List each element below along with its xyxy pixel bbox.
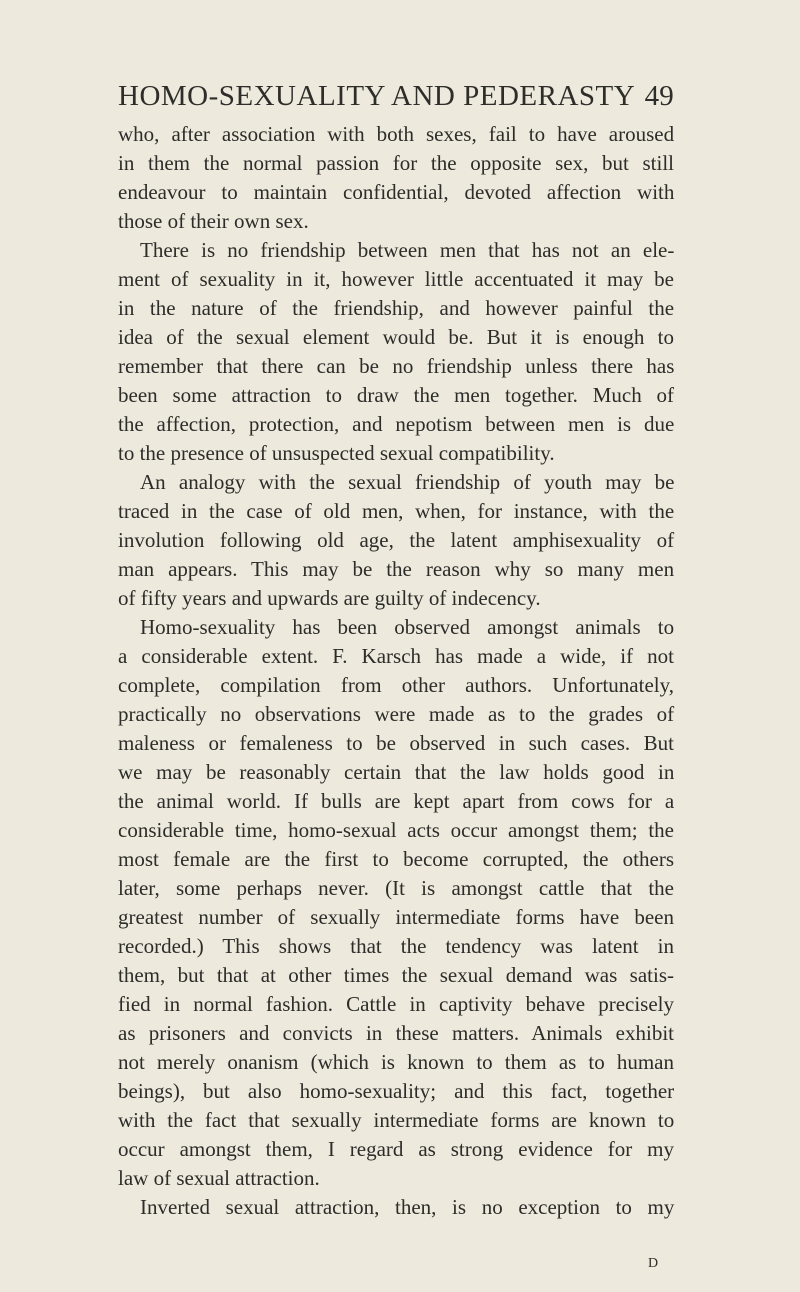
- running-head: [118, 80, 674, 113]
- text-line: traced in the case of old men, when, for instance, with the: [118, 499, 675, 523]
- text-line: complete, compilation from other authors. Unfortunately,: [118, 673, 674, 697]
- text-line: beings), but also homo-sexuality; and this fact, together: [118, 1079, 675, 1103]
- text-line: a considerable extent. F. Karsch has made a wide, if not: [118, 644, 674, 668]
- text-line: we may be reasonably certain that the law holds good in: [118, 760, 675, 784]
- text-line: not merely onanism (which is known to them as to human: [118, 1050, 674, 1074]
- text-line: most female are the first to become corrupted, the others: [118, 847, 674, 871]
- text-line: them, but that at other times the sexual demand was satis-: [118, 963, 674, 987]
- text-line: recorded.) This shows that the tendency was latent in: [118, 934, 674, 958]
- running-head-title: HOMO-SEXUALITY AND PEDERASTY: [118, 80, 636, 112]
- text-line: who, after association with both sexes, fail to have aroused: [118, 122, 675, 146]
- text-line: fied in normal fashion. Cattle in captivity behave precisely: [118, 992, 674, 1016]
- text-line: been some attraction to draw the men together. Much of: [118, 383, 675, 407]
- text-line: remember that there can be no friendship unless there has: [118, 354, 675, 378]
- text-line: the animal world. If bulls are kept apart from cows for a: [118, 789, 675, 813]
- signature-mark: D: [648, 1256, 660, 1271]
- text-line: law of sexual attraction.: [118, 1166, 320, 1190]
- text-line: in the nature of the friendship, and however painful the: [118, 296, 675, 320]
- text-line: There is no friendship between men that has not an ele-: [140, 238, 675, 262]
- text-line: idea of the sexual element would be. But it is enough to: [118, 325, 674, 349]
- text-line: the affection, protection, and nepotism between men is due: [118, 412, 675, 436]
- body-text: [118, 120, 674, 1222]
- text-line: later, some perhaps never. (It is amongst cattle that the: [118, 876, 674, 900]
- text-line: occur amongst them, I regard as strong evidence for my: [118, 1137, 674, 1161]
- text-line: maleness or femaleness to be observed in such cases. But: [118, 731, 674, 755]
- text-line: to the presence of unsuspected sexual compatibility.: [118, 441, 555, 465]
- text-line: ment of sexuality in it, however little accentuated it may be: [118, 267, 674, 291]
- text-line: greatest number of sexually intermediate forms have been: [118, 905, 674, 929]
- text-line: considerable time, homo-sexual acts occur amongst them; the: [118, 818, 674, 842]
- text-line: with the fact that sexually intermediate forms are known to: [118, 1108, 675, 1132]
- text-line: in them the normal passion for the opposite sex, but still: [118, 151, 674, 175]
- text-line: of fifty years and upwards are guilty of indecency.: [118, 586, 541, 610]
- text-line: those of their own sex.: [118, 209, 309, 233]
- text-line: man appears. This may be the reason why so many men: [118, 557, 675, 581]
- text-line: Inverted sexual attraction, then, is no exception to my: [140, 1195, 675, 1219]
- text-line: An analogy with the sexual friendship of youth may be: [140, 470, 675, 494]
- text-line: practically no observations were made as to the grades of: [118, 702, 675, 726]
- text-line: involution following old age, the latent amphisexuality of: [118, 528, 675, 552]
- text-line: endeavour to maintain confidential, devoted affection with: [118, 180, 675, 204]
- text-line: Homo-sexuality has been observed amongst animals to: [140, 615, 675, 639]
- text-line: as prisoners and convicts in these matters. Animals exhibit: [118, 1021, 674, 1045]
- page-number: 49: [644, 80, 674, 112]
